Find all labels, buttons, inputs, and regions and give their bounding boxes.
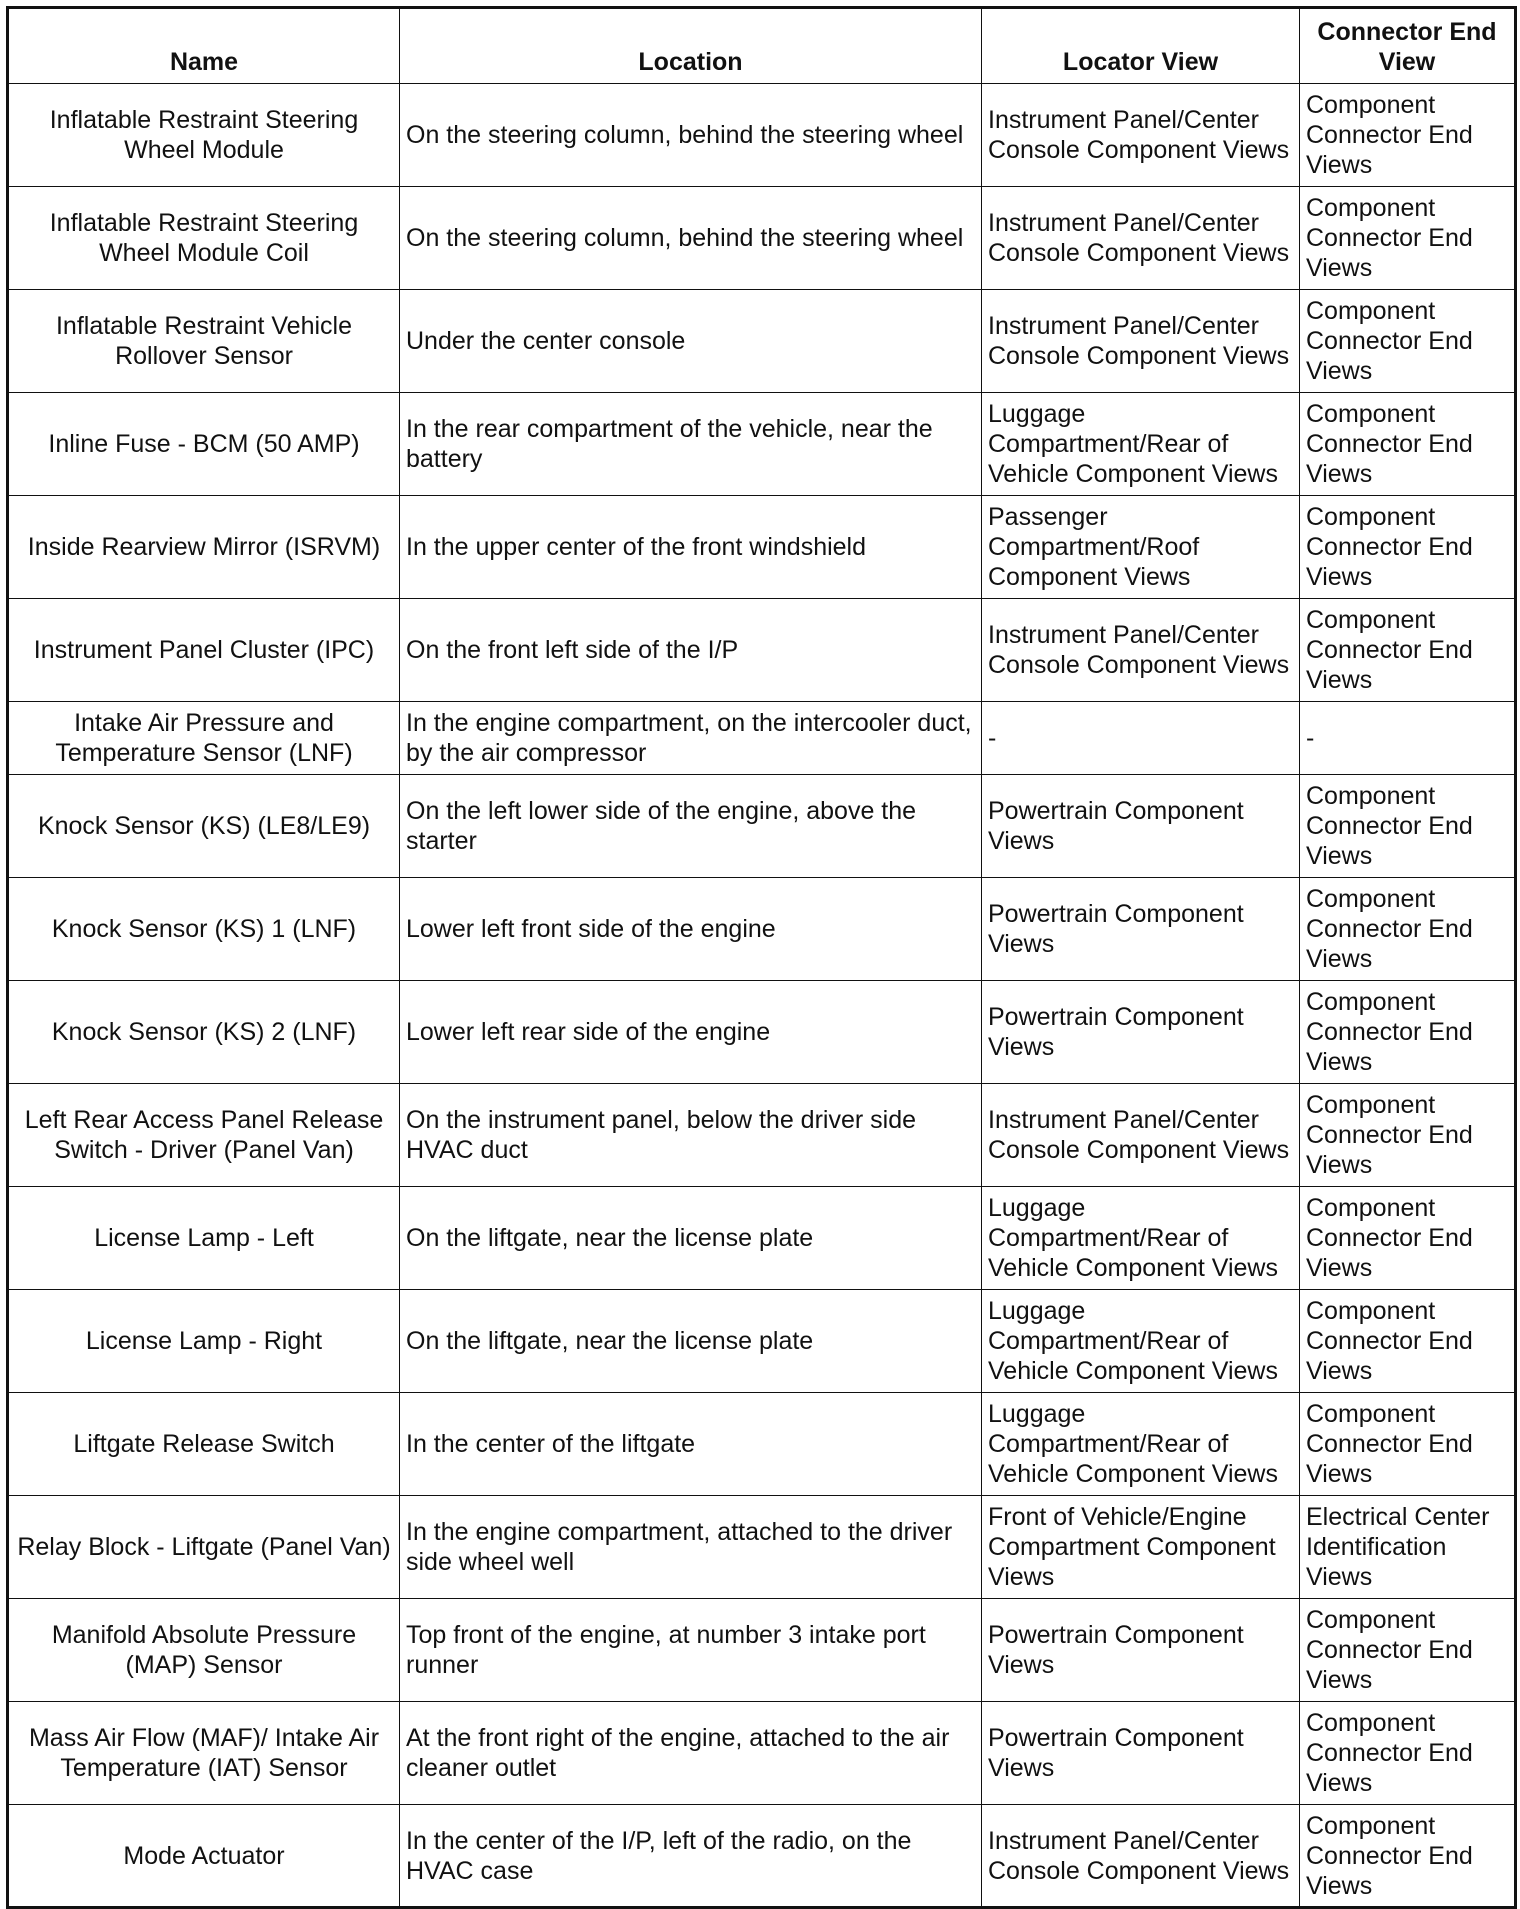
cell-name: Mass Air Flow (MAF)/ Intake Air Temperature (IAT) Sensor (8, 1702, 400, 1805)
cell-locator-view: Instrument Panel/Center Console Component Views (982, 187, 1300, 290)
cell-connector-end-view: Component Connector End Views (1300, 1393, 1516, 1496)
cell-name: Inflatable Restraint Steering Wheel Module (8, 84, 400, 187)
cell-name: Relay Block - Liftgate (Panel Van) (8, 1496, 400, 1599)
cell-connector-end-view: Component Connector End Views (1300, 599, 1516, 702)
table-row (8, 702, 1516, 775)
table-row (8, 599, 1516, 702)
cell-connector-end-view: - (1300, 702, 1516, 775)
cell-connector-end-view: Component Connector End Views (1300, 1599, 1516, 1702)
cell-connector-end-view: Component Connector End Views (1300, 775, 1516, 878)
cell-location: Lower left rear side of the engine (400, 981, 982, 1084)
cell-locator-view: Instrument Panel/Center Console Component Views (982, 1805, 1300, 1908)
cell-locator-view: Passenger Compartment/Roof Component Views (982, 496, 1300, 599)
table-row (8, 1702, 1516, 1805)
table-row (8, 1599, 1516, 1702)
cell-locator-view: Luggage Compartment/Rear of Vehicle Component Views (982, 1187, 1300, 1290)
cell-location: In the center of the I/P, left of the radio, on the HVAC case (400, 1805, 982, 1908)
cell-location: On the front left side of the I/P (400, 599, 982, 702)
table-header (8, 8, 1516, 84)
cell-location: In the engine compartment, on the intercooler duct, by the air compressor (400, 702, 982, 775)
cell-connector-end-view: Component Connector End Views (1300, 393, 1516, 496)
cell-connector-end-view: Component Connector End Views (1300, 290, 1516, 393)
cell-locator-view: Powertrain Component Views (982, 878, 1300, 981)
cell-locator-view: Luggage Compartment/Rear of Vehicle Component Views (982, 1290, 1300, 1393)
cell-locator-view: Powertrain Component Views (982, 775, 1300, 878)
header-row (8, 8, 1516, 84)
cell-locator-view: Luggage Compartment/Rear of Vehicle Component Views (982, 1393, 1300, 1496)
cell-connector-end-view: Component Connector End Views (1300, 1702, 1516, 1805)
table-row (8, 878, 1516, 981)
cell-name: Mode Actuator (8, 1805, 400, 1908)
cell-name: Intake Air Pressure and Temperature Sensor (LNF) (8, 702, 400, 775)
cell-location: On the left lower side of the engine, above the starter (400, 775, 982, 878)
cell-location: On the instrument panel, below the driver side HVAC duct (400, 1084, 982, 1187)
cell-locator-view: Powertrain Component Views (982, 1702, 1300, 1805)
cell-connector-end-view: Component Connector End Views (1300, 981, 1516, 1084)
cell-name: Manifold Absolute Pressure (MAP) Sensor (8, 1599, 400, 1702)
cell-location: At the front right of the engine, attached to the air cleaner outlet (400, 1702, 982, 1805)
cell-location: In the engine compartment, attached to the driver side wheel well (400, 1496, 982, 1599)
table-row (8, 1187, 1516, 1290)
header-location: Location (400, 8, 982, 84)
header-connector-end-view: Connector End View (1300, 8, 1516, 84)
cell-name: Inflatable Restraint Vehicle Rollover Sensor (8, 290, 400, 393)
table-row (8, 1290, 1516, 1393)
table-row (8, 775, 1516, 878)
cell-connector-end-view: Component Connector End Views (1300, 1187, 1516, 1290)
cell-locator-view: Front of Vehicle/Engine Compartment Component Views (982, 1496, 1300, 1599)
cell-name: License Lamp - Left (8, 1187, 400, 1290)
table-row (8, 1496, 1516, 1599)
table-row (8, 290, 1516, 393)
cell-location: In the rear compartment of the vehicle, near the battery (400, 393, 982, 496)
cell-connector-end-view: Component Connector End Views (1300, 1805, 1516, 1908)
cell-name: License Lamp - Right (8, 1290, 400, 1393)
table-row (8, 1084, 1516, 1187)
table-body (8, 84, 1516, 1908)
cell-locator-view: Luggage Compartment/Rear of Vehicle Component Views (982, 393, 1300, 496)
cell-connector-end-view: Component Connector End Views (1300, 496, 1516, 599)
cell-name: Liftgate Release Switch (8, 1393, 400, 1496)
cell-location: Top front of the engine, at number 3 intake port runner (400, 1599, 982, 1702)
table-row (8, 393, 1516, 496)
cell-name: Knock Sensor (KS) 2 (LNF) (8, 981, 400, 1084)
cell-locator-view: Powertrain Component Views (982, 1599, 1300, 1702)
cell-location: Under the center console (400, 290, 982, 393)
cell-locator-view: Instrument Panel/Center Console Component Views (982, 599, 1300, 702)
cell-location: In the upper center of the front windshield (400, 496, 982, 599)
cell-location: Lower left front side of the engine (400, 878, 982, 981)
cell-connector-end-view: Component Connector End Views (1300, 187, 1516, 290)
cell-connector-end-view: Component Connector End Views (1300, 1290, 1516, 1393)
table-row (8, 1393, 1516, 1496)
cell-location: On the liftgate, near the license plate (400, 1187, 982, 1290)
table-row (8, 981, 1516, 1084)
component-locator-table (6, 6, 1517, 1909)
cell-name: Knock Sensor (KS) (LE8/LE9) (8, 775, 400, 878)
table-row (8, 84, 1516, 187)
cell-locator-view: - (982, 702, 1300, 775)
cell-connector-end-view: Electrical Center Identification Views (1300, 1496, 1516, 1599)
cell-locator-view: Powertrain Component Views (982, 981, 1300, 1084)
cell-locator-view: Instrument Panel/Center Console Component Views (982, 84, 1300, 187)
cell-location: On the steering column, behind the steering wheel (400, 187, 982, 290)
cell-connector-end-view: Component Connector End Views (1300, 84, 1516, 187)
table-row (8, 187, 1516, 290)
cell-connector-end-view: Component Connector End Views (1300, 1084, 1516, 1187)
header-name: Name (8, 8, 400, 84)
cell-locator-view: Instrument Panel/Center Console Component Views (982, 290, 1300, 393)
cell-location: In the center of the liftgate (400, 1393, 982, 1496)
cell-location: On the steering column, behind the steering wheel (400, 84, 982, 187)
cell-name: Inflatable Restraint Steering Wheel Module Coil (8, 187, 400, 290)
cell-locator-view: Instrument Panel/Center Console Component Views (982, 1084, 1300, 1187)
cell-name: Instrument Panel Cluster (IPC) (8, 599, 400, 702)
component-locator-table-page (6, 6, 1514, 1909)
cell-name: Inside Rearview Mirror (ISRVM) (8, 496, 400, 599)
cell-name: Left Rear Access Panel Release Switch - Driver (Panel Van) (8, 1084, 400, 1187)
cell-location: On the liftgate, near the license plate (400, 1290, 982, 1393)
table-row (8, 1805, 1516, 1908)
cell-name: Inline Fuse - BCM (50 AMP) (8, 393, 400, 496)
cell-connector-end-view: Component Connector End Views (1300, 878, 1516, 981)
table-row (8, 496, 1516, 599)
cell-name: Knock Sensor (KS) 1 (LNF) (8, 878, 400, 981)
header-locator-view: Locator View (982, 8, 1300, 84)
